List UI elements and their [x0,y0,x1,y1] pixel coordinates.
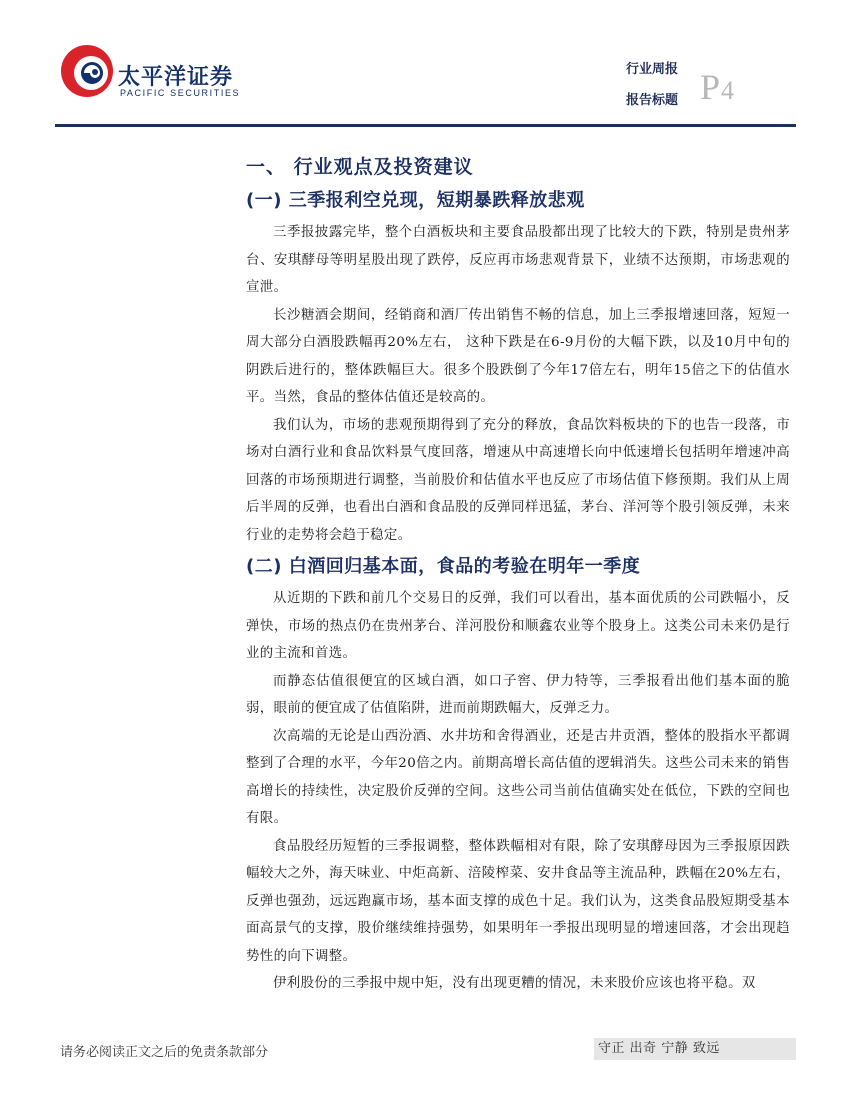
subsection-heading-2: (二) 白酒回归基本面，食品的考验在明年一季度 [246,556,641,577]
report-type-label: 行业周报 [626,62,679,77]
logo-chinese-name: 太平洋证券 [118,65,234,90]
footer-disclaimer: 请务必阅读正文之后的免责条款部分 [60,1045,269,1060]
paragraph: 伊利股份的三季报中规中矩，没有出现更糟的情况，未来股价应该也将平稳。双 [273,976,756,991]
paragraph: 我们认为，市场的悲观预期得到了充分的释放，食品饮料板块的下的也告一段落，市场对白酒行业和食品饮料景气度回落，增速从中高速增长向中低速增长包括明年增速冲高回落的市场预期进行调整，当前股价和估值水平也反应了市场估值下修预期。我们从上周后半周的反弹，也看出白酒和食品股的反弹同样迅猛，茅台、洋河等个股引领反弹，未来行业的走势将会趋于稳定。 [246,417,790,543]
page-number-value: 4 [721,76,736,105]
page-header [0,0,850,130]
subsection-heading-1: (一) 三季报利空兑现，短期暴跌释放悲观 [246,190,585,211]
page-number-prefix: P [700,67,722,107]
main-content [246,140,790,998]
paragraph: 三季报披露完毕，整个白酒板块和主要食品股都出现了比较大的下跌，特别是贵州茅台、安琪酵母等明星股出现了跌停，反应再市场悲观背景下，业绩不达预期，市场悲观的宣泄。 [246,225,790,295]
paragraph: 而静态估值很便宜的区域白酒，如口子窖、伊力特等，三季报看出他们基本面的脆弱，眼前的便宜成了估值陷阱，进而前期跌幅大，反弹乏力。 [246,673,790,716]
page-number [700,66,735,108]
company-logo [58,42,298,112]
paragraph: 食品股经历短暂的三季报调整，整体跌幅相对有限，除了安琪酵母因为三季报原因跌幅较大之外，海天味业、中炬高新、涪陵榨菜、安井食品等主流品种，跌幅在20%左右，反弹也强劲，远远跑赢市场，基本面支撑的成色十足。我们认为，这类食品股短期受基本面高景气的支撑，股价继续维持强势，如果明年一季报出现明显的增速回落，才会出现趋势性的向下调整。 [246,838,790,964]
header-divider [55,124,796,127]
footer-motto: 守正 出奇 宁静 致远 [594,1038,796,1060]
paragraph: 从近期的下跌和前几个交易日的反弹，我们可以看出，基本面优质的公司跌幅小，反弹快，市场的热点仍在贵州茅台、洋河股份和顺鑫农业等个股身上。这类公司未来仍是行业的主流和首选。 [246,591,790,661]
report-title-label: 报告标题 [626,93,679,108]
section-heading: 一、 行业观点及投资建议 [246,156,474,178]
logo-english-name: PACIFIC SECURITIES [120,88,241,98]
paragraph: 次高端的无论是山西汾酒、水井坊和舍得酒业，还是古井贡酒，整体的股指水平都调整到了合理的水平，今年20倍之内。前期高增长高估值的逻辑消失。这些公司未来的销售高增长的持续性，决定股价反弹的空间。这些公司当前估值确实处在低位，下跌的空间也有限。 [246,728,790,826]
pacific-securities-logo-icon [58,42,116,100]
paragraph: 长沙糖酒会期间，经销商和酒厂传出销售不畅的信息，加上三季报增速回落，短短一周大部分白酒股跌幅再20%左右， 这种下跌是在6-9月份的大幅下跌，以及10月中旬的阴跌后进行的，整体跌幅巨大。很多个股跌倒了今年17倍左右，明年15倍之下的估值水平。当然，食品的整体估值还是较高的。 [246,307,790,405]
